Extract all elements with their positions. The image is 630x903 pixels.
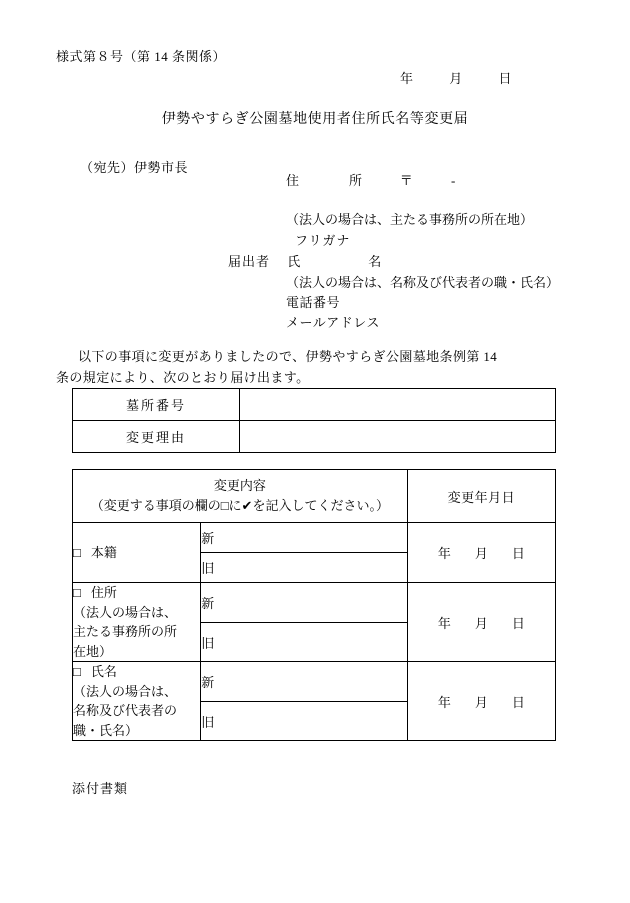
new-label: 新 [201,531,215,547]
row-item-honseki-label: 本籍 [90,545,117,561]
table-row [73,662,556,702]
row-item-name-label: 氏名 [90,664,117,680]
header-date-day: 日 [498,71,512,86]
table-row [73,421,556,453]
row-item-name-sub2: 名称及び代表者の [73,703,178,719]
checkbox-name[interactable]: □ [73,664,81,680]
attachment-label: 添付書類 [72,781,129,796]
honseki-date-cell[interactable] [407,523,555,583]
row-item-address-sub3: 在地） [73,643,113,659]
change-reason-label: 変更理由 [73,421,240,453]
corp-note-name: （法人の場合は、名称及び代表者の職・氏名） [286,275,560,290]
email-label: メールアドレス [286,315,380,330]
new-label: 新 [201,596,215,612]
applicant-role-label: 届出者 [228,254,271,269]
body-paragraph [56,347,566,389]
row-item-honseki [73,523,201,583]
header-date-month: 月 [449,71,463,86]
date-month: 月 [474,615,488,631]
table-row [73,523,556,553]
row-item-address-sub1: （法人の場合は、 [73,604,178,620]
name-new-cell[interactable] [201,662,407,702]
date-year: 年 [437,546,451,562]
applicant-name-label: 氏 名 [287,254,396,269]
date-day: 日 [511,615,525,631]
grave-number-label: 墓所番号 [73,389,240,421]
table-header-row [73,470,556,523]
applicant-name-row [228,251,395,270]
new-label: 新 [201,675,215,691]
furigana-label: フリガナ [295,233,351,248]
honseki-old-cell[interactable] [201,553,407,583]
header-date-line [400,68,519,87]
grave-info-table [72,388,556,453]
grave-number-value[interactable] [240,389,556,421]
change-date-header: 変更年月日 [407,470,555,523]
change-reason-value[interactable] [240,421,556,453]
corp-note-address: （法人の場合は、主たる事務所の所在地） [286,212,534,227]
address-date-cell[interactable] [407,583,555,662]
date-day: 日 [511,694,525,710]
postal-dash: - [451,173,456,188]
row-item-name-sub1: （法人の場合は、 [73,683,178,699]
date-year: 年 [437,615,451,631]
date-month: 月 [474,694,488,710]
addressee: （宛先）伊勢市長 [80,160,189,175]
table-row [73,583,556,623]
honseki-new-cell[interactable] [201,523,407,553]
row-item-name [73,662,201,741]
row-item-name-sub3: 職・氏名） [73,722,139,738]
checkbox-honseki[interactable]: □ [73,545,81,561]
old-label: 旧 [201,714,215,730]
change-content-header-line1: 変更内容 [213,478,266,493]
header-date-year: 年 [400,71,414,86]
page-title: 伊勢やすらぎ公園墓地使用者住所氏名等変更届 [161,112,469,127]
row-item-address-sub2: 主たる事務所の所 [73,624,178,640]
old-label: 旧 [201,635,215,651]
address-new-cell[interactable] [201,583,407,623]
applicant-address-row [286,170,456,189]
old-label: 旧 [201,561,215,577]
body-paragraph-line1: 以下の事項に変更がありましたので、伊勢やすらぎ公園墓地条例第 14 [78,349,498,364]
name-old-cell[interactable] [201,701,407,741]
address-old-cell[interactable] [201,622,407,662]
body-paragraph-line2: 条の規定により、次のとおり届け出ます。 [56,369,310,385]
change-details-table [72,469,556,741]
date-day: 日 [511,546,525,562]
address-label: 住 所 [286,173,371,188]
date-year: 年 [437,694,451,710]
checkbox-address[interactable]: □ [73,585,81,601]
phone-label: 電話番号 [286,295,341,310]
form-number: 様式第８号（第 14 条関係） [56,49,227,64]
postal-mark-icon: 〒 [399,173,414,188]
row-item-address-label: 住所 [90,585,117,601]
change-content-header [73,470,408,523]
date-month: 月 [474,546,488,562]
name-date-cell[interactable] [407,662,555,741]
table-row [73,389,556,421]
row-item-address [73,583,201,662]
change-content-header-line2: （変更する事項の欄の□に✔を記入してください。） [90,498,389,514]
